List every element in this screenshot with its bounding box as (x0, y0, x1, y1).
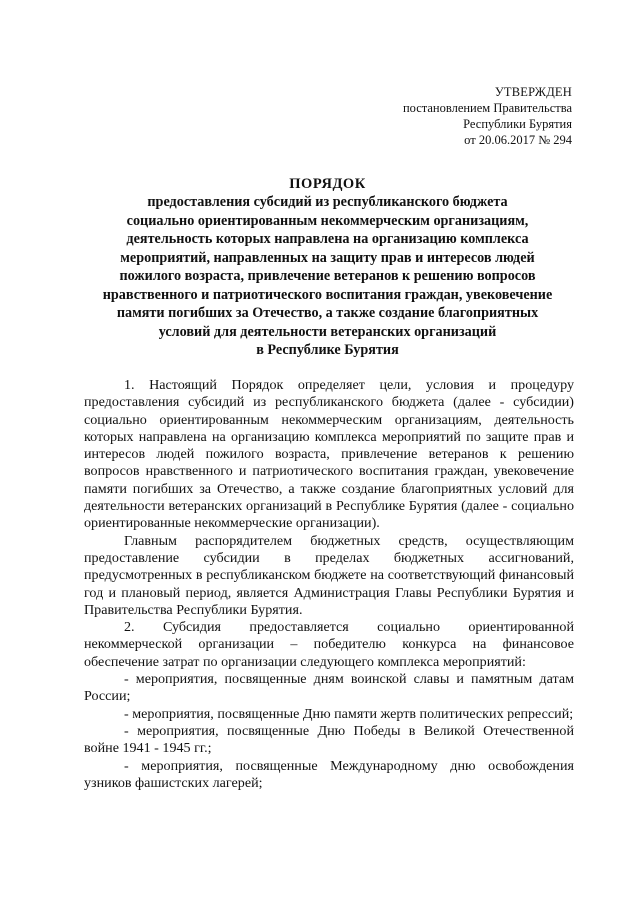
approval-stamp (380, 84, 572, 148)
document-title-block (60, 175, 595, 360)
document-title: ПОРЯДОК (289, 176, 366, 192)
approval-line-1: постановлением Правительства (402, 101, 572, 115)
subtitle-line: социально ориентированным некоммерческим организациям, (126, 212, 529, 229)
subtitle-line: мероприятий, направленных на защиту прав и интересов людей (120, 249, 535, 266)
paragraph-3: 2. Субсидия предоставляется социально ориентированной некоммерческой организации – победителю конкурса на финансовое обеспечение затрат по организации следующего комплекса мероприятий: (84, 619, 574, 670)
subtitle-line: предоставления субсидий из республиканского бюджета (147, 194, 508, 210)
document-subtitle (60, 193, 595, 360)
approval-line-2: Республики Бурятия (463, 117, 572, 131)
list-item: - мероприятия, посвященные Международному дню освобождения узников фашистских лагерей; (84, 757, 574, 791)
subtitle-line: деятельность которых направлена на организацию комплекса (126, 231, 529, 247)
subtitle-line: памяти погибших за Отечество, а также создание благоприятных (116, 305, 539, 321)
subtitle-line: в Республике Бурятия (256, 342, 399, 358)
approval-status: УТВЕРЖДЕН (494, 85, 572, 99)
document-body (84, 377, 574, 792)
paragraph-1: 1. Настоящий Порядок определяет цели, условия и процедуру предоставления субсидий из республиканского бюджета (далее - субсидии) социально ориентированным некоммерческим организациям, деятельность которых направлена на организацию комплекса мероприятий по защите прав и интересов людей пожилого возраста, привлечение ветеранов к решению вопросов нравственного и патриотического воспитания граждан, увековечение памяти погибших за Отечество, а также создание благоприятных условий для деятельности ветеранских организаций в Республике Бурятия (далее - социально ориентированные некоммерческие организации). (84, 377, 574, 532)
approval-line-3: от 20.06.2017 № 294 (464, 133, 572, 147)
list-item: - мероприятия, посвященные Дню Победы в Великой Отечественной войне 1941 - 1945 гг.; (84, 722, 574, 757)
list-item: - мероприятия, посвященные дням воинской славы и памятным датам России; (84, 671, 574, 705)
subtitle-line: условий для деятельности ветеранских организаций (158, 323, 497, 340)
subtitle-line: пожилого возраста, привлечение ветеранов к решению вопросов (119, 268, 536, 284)
subtitle-line: нравственного и патриотического воспитания граждан, увековечение (102, 286, 553, 303)
list-item: - мероприятия, посвященные Дню памяти жертв политических репрессий; (124, 705, 574, 722)
paragraph-2: Главным распорядителем бюджетных средств, осуществляющим предоставление субсидии в пределах бюджетных ассигнований, предусмотренных в республиканском бюджете на соответствующий финансовый год и плановый период, является Администрация Главы Республики Бурятия и Правительства Республики Бурятия. (84, 532, 574, 618)
